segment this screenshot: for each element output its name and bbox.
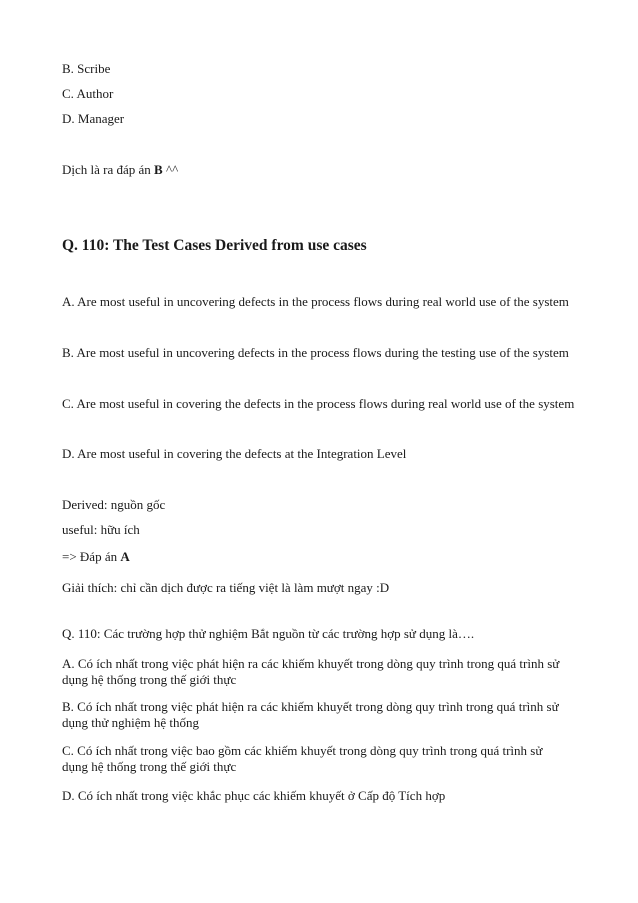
question-option-b: B. Are most useful in uncovering defects in the process flows during the testing use of the system xyxy=(62,345,569,360)
prev-option-d: D. Manager xyxy=(62,111,125,126)
prev-answer-line xyxy=(62,162,178,178)
translation-option-b: B. Có ích nhất trong việc phát hiện ra các khiếm khuyết trong dòng quy trình trong quá trình sử dụng thử nghiệm hệ thống xyxy=(62,699,559,730)
note-derived: Derived: nguồn gốc xyxy=(62,497,166,512)
prev-answer-letter: B xyxy=(154,162,163,177)
question-option-c: C. Are most useful in covering the defects in the process flows during real world use of the system xyxy=(62,396,575,411)
question-option-d: D. Are most useful in covering the defects at the Integration Level xyxy=(62,446,407,461)
question-option-a: A. Are most useful in uncovering defects in the process flows during real world use of the system xyxy=(62,294,569,309)
prev-option-b: B. Scribe xyxy=(62,61,111,76)
prev-answer-prefix: Dịch là ra đáp án xyxy=(62,162,155,177)
note-answer-letter: A xyxy=(120,549,130,564)
note-explanation: Giải thích: chỉ cần dịch được ra tiếng việt là làm mượt ngay :D xyxy=(62,580,390,595)
prev-option-c: C. Author xyxy=(62,86,114,101)
translation-option-d: D. Có ích nhất trong việc khắc phục các khiếm khuyết ở Cấp độ Tích hợp xyxy=(62,788,446,803)
translation-option-c: C. Có ích nhất trong việc bao gồm các khiếm khuyết trong dòng quy trình trong quá trình sử dụng hệ thống trong thế giới thực xyxy=(62,743,543,774)
prev-answer-suffix: ^^ xyxy=(162,162,179,177)
note-answer-prefix: => Đáp án xyxy=(62,549,121,564)
note-useful: useful: hữu ích xyxy=(62,522,140,537)
question-title: Q. 110: The Test Cases Derived from use cases xyxy=(62,237,367,254)
note-answer-line xyxy=(62,549,130,565)
translation-title: Q. 110: Các trường hợp thử nghiệm Bắt nguồn từ các trường hợp sử dụng là…. xyxy=(62,626,475,641)
translation-option-a: A. Có ích nhất trong việc phát hiện ra các khiếm khuyết trong dòng quy trình trong quá trình sử dụng hệ thống trong thế giới thực xyxy=(62,656,560,687)
